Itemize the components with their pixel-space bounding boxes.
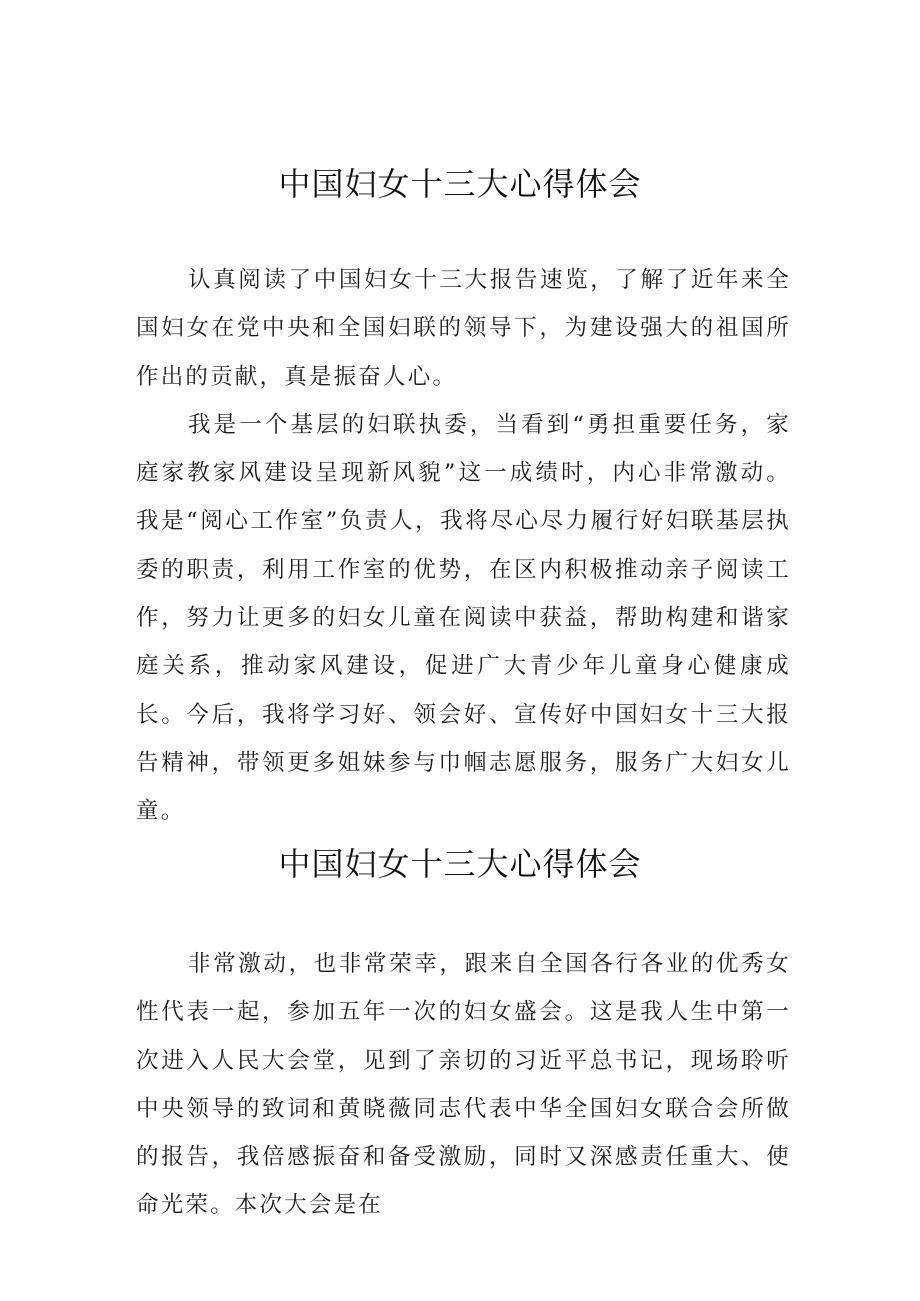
essay-section-1 xyxy=(0,158,920,836)
paragraph: 认真阅读了中国妇女十三大报告速览，了解了近年来全国妇女在党中央和全国妇联的领导下，为建设强大的祖国所作出的贡献，真是振奋人心。 xyxy=(136,267,791,390)
section-body xyxy=(0,940,920,1230)
section-title: 中国妇女十三大心得体会 xyxy=(278,165,642,203)
section-title: 中国妇女十三大心得体会 xyxy=(278,845,642,883)
essay-section-2 xyxy=(0,838,920,1230)
paragraph: 非常激动，也非常荣幸，跟来自全国各行各业的优秀女性代表一起，参加五年一次的妇女盛会。这是我人生中第一次进入人民大会堂，见到了亲切的习近平总书记，现场聆听中央领导的致词和黄晓薇同志代表中华全国妇女联合会所做的报告，我倍感振奋和备受激励，同时又深感责任重大、使命光荣。本次大会是在 xyxy=(136,951,791,1219)
section-body xyxy=(0,256,920,836)
paragraph: 我是一个基层的妇联执委，当看到“勇担重要任务，家庭家教家风建设呈现新风貌”这一成绩时，内心非常激动。我是“阅心工作室”负责人，我将尽心尽力履行好妇联基层执委的职责，利用工作室的优势，在区内积极推动亲子阅读工作，努力让更多的妇女儿童在阅读中获益，帮助构建和谐家庭关系，推动家风建设，促进广大青少年儿童身心健康成长。今后，我将学习好、领会好、宣传好中国妇女十三大报告精神，带领更多姐妹参与巾帼志愿服务，服务广大妇女儿童。 xyxy=(136,411,791,825)
